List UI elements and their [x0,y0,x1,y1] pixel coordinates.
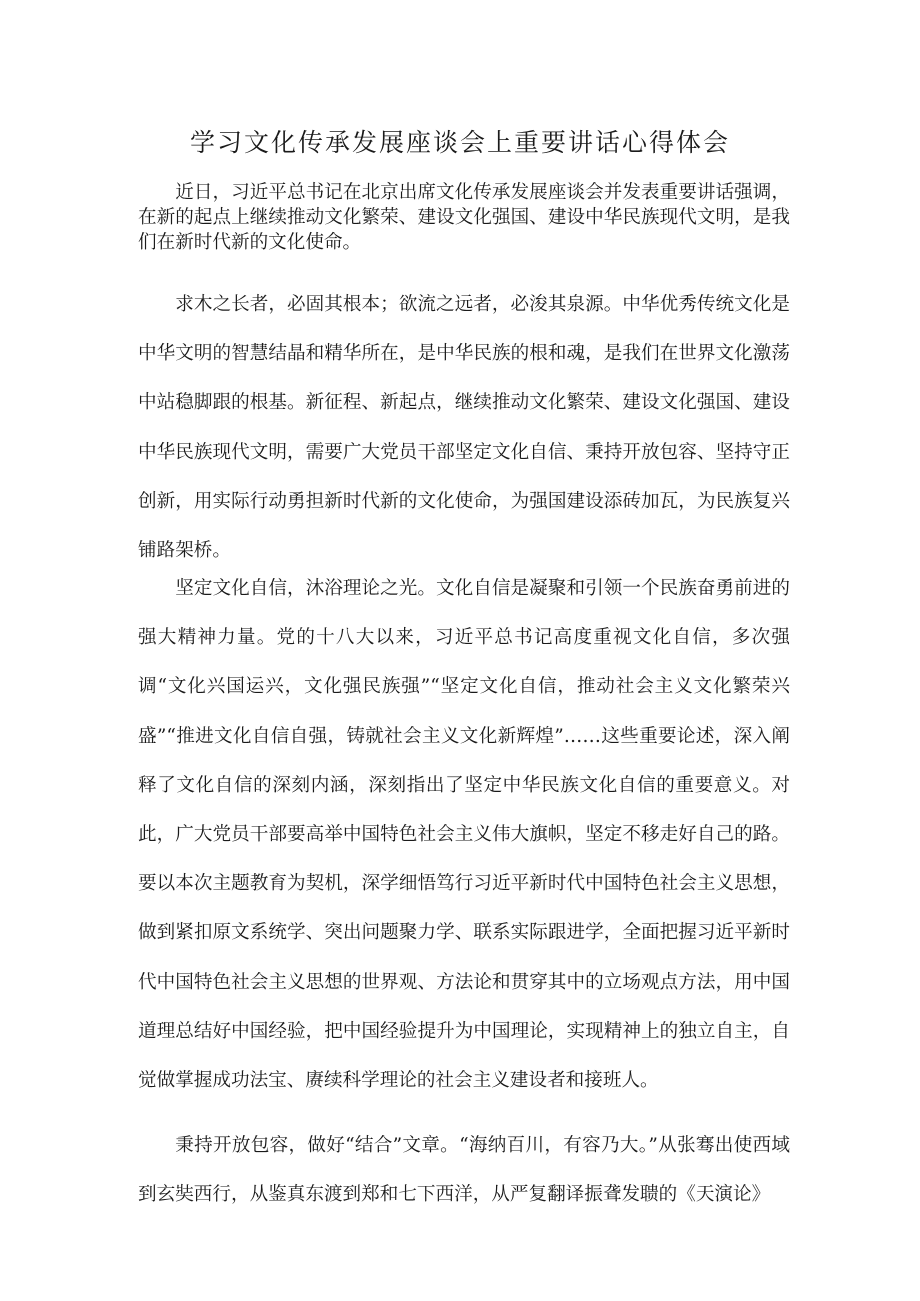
paragraph-roots: 求木之长者，必固其根本；欲流之远者，必浚其泉源。中华优秀传统文化是中华文明的智慧结晶和精华所在，是中华民族的根和魂，是我们在世界文化激荡中站稳脚跟的根基。新征程、新起点，继续推动文化繁荣、建设文化强国、建设中华民族现代文明，需要广大党员干部坚定文化自信、秉持开放包容、坚持守正创新，用实际行动勇担新时代新的文化使命，为强国建设添砖加瓦，为民族复兴铺路架桥。 [138,294,790,562]
paragraph-openness: 秉持开放包容，做好“结合”文章。“海纳百川，有容乃大。”从张骞出使西域到玄奘西行，从鉴真东渡到郑和七下西洋，从严复翻译振聋发聩的《天演论》 [138,1135,790,1206]
paragraph-intro: 近日，习近平总书记在北京出席文化传承发展座谈会并发表重要讲话强调，在新的起点上继续推动文化繁荣、建设文化强国、建设中华民族现代文明，是我们在新时代新的文化使命。 [138,182,790,253]
document-title: 学习文化传承发展座谈会上重要讲话心得体会 [189,128,730,157]
paragraph-cultural-confidence: 坚定文化自信，沐浴理论之光。文化自信是凝聚和引领一个民族奋勇前进的强大精神力量。党的十八大以来，习近平总书记高度重视文化自信，多次强调“文化兴国运兴，文化强民族强”“坚定文化自信，推动社会主义文化繁荣兴盛”“推进文化自信自强，铸就社会主义文化新辉煌”……这些重要论述，深入阐释了文化自信的深刻内涵，深刻指出了坚定中华民族文化自信的重要意义。对此，广大党员干部要高举中国特色社会主义伟大旗帜，坚定不移走好自己的路。要以本次主题教育为契机，深学细悟笃行习近平新时代中国特色社会主义思想，做到紧扣原文系统学、突出问题聚力学、联系实际跟进学，全面把握习近平新时代中国特色社会主义思想的世界观、方法论和贯穿其中的立场观点方法，用中国道理总结好中国经验，把中国经验提升为中国理论，实现精神上的独立自主，自觉做掌握成功法宝、赓续科学理论的社会主义建设者和接班人。 [138,578,790,1092]
